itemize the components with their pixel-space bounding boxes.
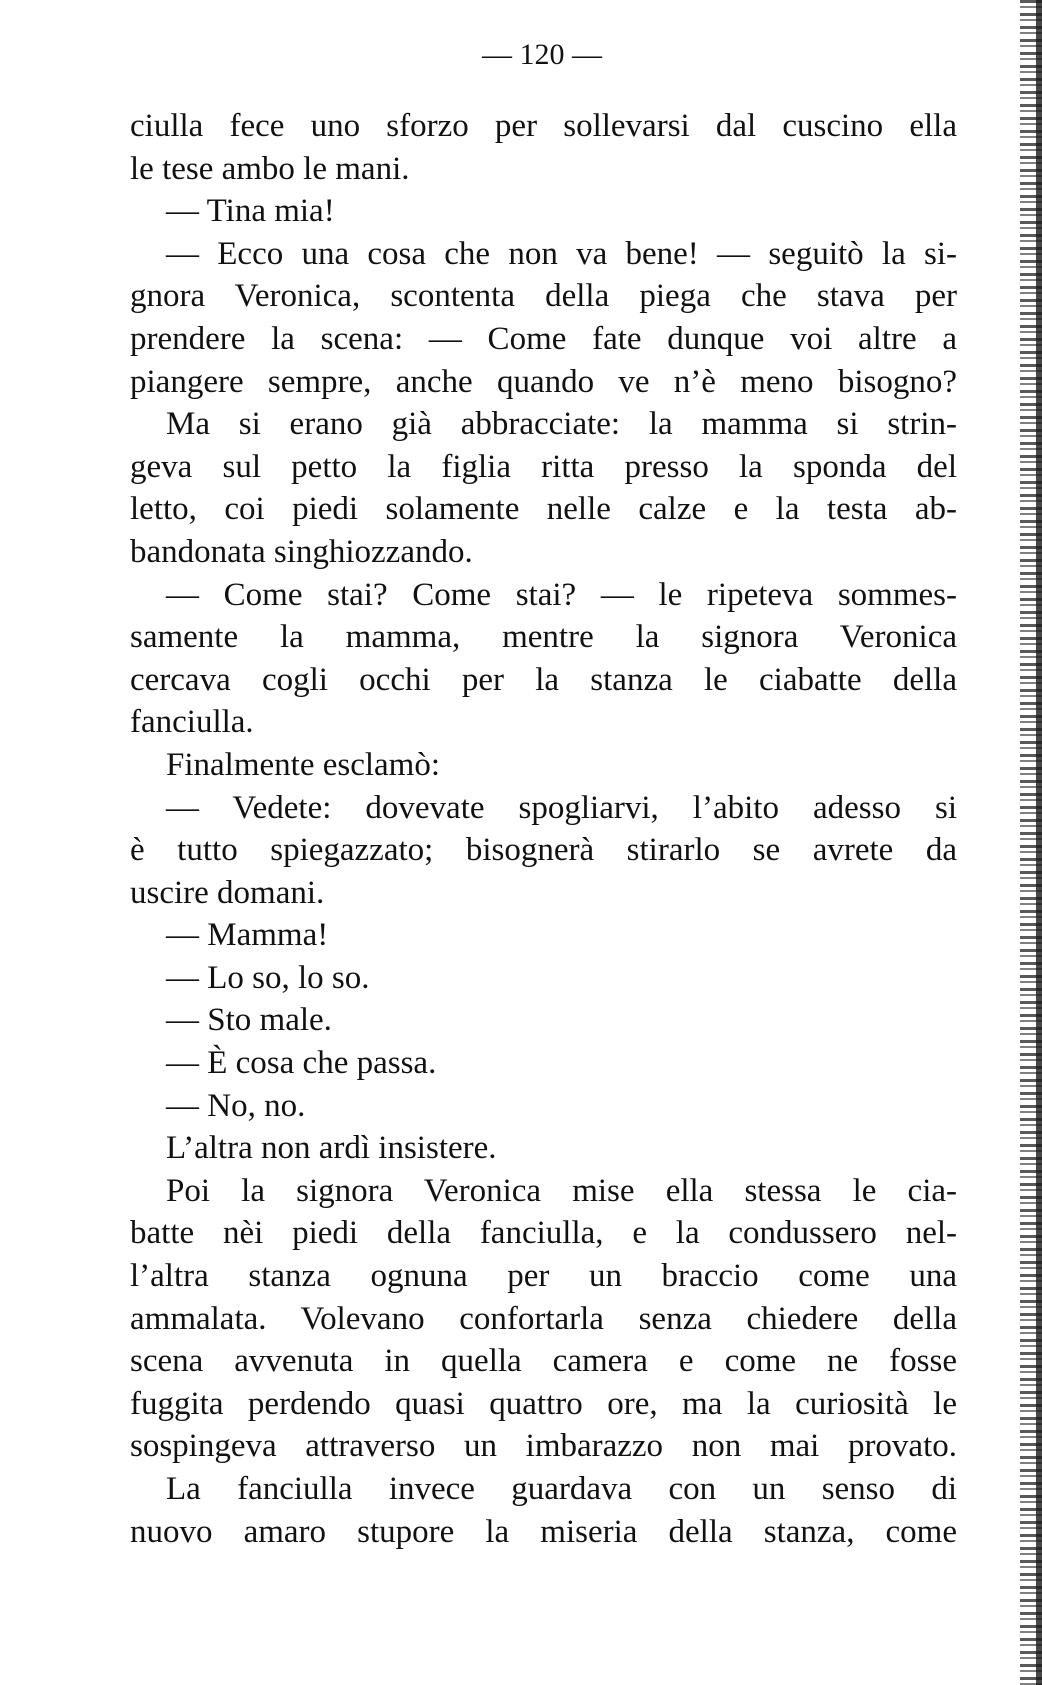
text-line: — Vedete: dovevate spogliarvi, l’abito adesso si [166, 789, 957, 826]
text-line: batte nèi piedi della fanciulla, e la condussero nel- [130, 1215, 957, 1252]
text-line: samente la mamma, mentre la signora Veronica [130, 619, 957, 656]
text-line [130, 872, 957, 915]
text-line: nuovo amaro stupore la miseria della stanza, come [130, 1513, 957, 1550]
text-line: letto, coi piedi solamente nelle calze e la testa ab- [130, 491, 957, 528]
text-line-content: — Tina mia! [166, 193, 335, 230]
text-line-content: L’altra non ardì insistere. [166, 1130, 497, 1167]
text-line-content: — No, no. [166, 1087, 306, 1124]
text-line: ciulla fece uno sforzo per sollevarsi dal cuscino ella [130, 108, 957, 144]
text-line: scena avvenuta in quella camera e come ne fosse [130, 1343, 957, 1380]
text-line: geva sul petto la figlia ritta presso la sponda del [130, 448, 957, 485]
text-line: è tutto spiegazzato; bisognerà stirarlo se avrete da [130, 832, 957, 869]
text-line-content: — Mamma! [166, 917, 329, 954]
text-line: cercava cogli occhi per la stanza le ciabatte della [130, 661, 957, 698]
text-line-content: — Sto male. [166, 1002, 332, 1039]
text-line: — Come stai? Come stai? — le ripeteva sommes- [166, 576, 957, 613]
text-line: fuggita perdendo quasi quattro ore, ma la curiosità le [130, 1385, 957, 1422]
text-line-content: — È cosa che passa. [166, 1045, 437, 1082]
text-line-content: le tese ambo le mani. [130, 150, 410, 187]
scan-edge-border [1036, 0, 1042, 1685]
text-line [130, 190, 957, 233]
text-line: prendere la scena: — Come fate dunque voi altre a [130, 320, 957, 357]
text-line [130, 957, 957, 1000]
text-line: gnora Veronica, scontenta della piega che stava per [130, 278, 957, 315]
text-line [130, 914, 957, 957]
text-line-content: bandonata singhiozzando. [130, 533, 473, 570]
text-line: ammalata. Volevano confortarla senza chiedere della [130, 1300, 957, 1337]
text-line: — Ecco una cosa che non va bene! — seguitò la si- [166, 235, 957, 272]
text-line: Poi la signora Veronica mise ella stessa le cia- [166, 1172, 957, 1209]
text-line [130, 999, 957, 1042]
text-line: l’altra stanza ognuna per un braccio come una [130, 1258, 957, 1295]
text-line: piangere sempre, anche quando ve n’è meno bisogno? [130, 363, 957, 400]
text-line [130, 1042, 957, 1085]
text-line [130, 701, 957, 744]
text-line [130, 148, 957, 191]
text-line-content: fanciulla. [130, 704, 254, 741]
text-line [130, 744, 957, 787]
text-line-content: Finalmente esclamò: [166, 746, 441, 783]
text-line: Ma si erano già abbracciate: la mamma si strin- [166, 406, 957, 443]
page-number: — 120 — [482, 38, 602, 71]
text-line-content: uscire domani. [130, 874, 325, 911]
text-line [130, 1127, 957, 1170]
body-text [130, 105, 957, 1553]
text-line: sospingeva attraverso un imbarazzo non mai provato. [130, 1428, 957, 1465]
text-line: La fanciulla invece guardava con un senso di [166, 1471, 957, 1507]
text-line [130, 531, 957, 574]
text-line [130, 1085, 957, 1128]
text-line-content: — Lo so, lo so. [166, 959, 370, 996]
